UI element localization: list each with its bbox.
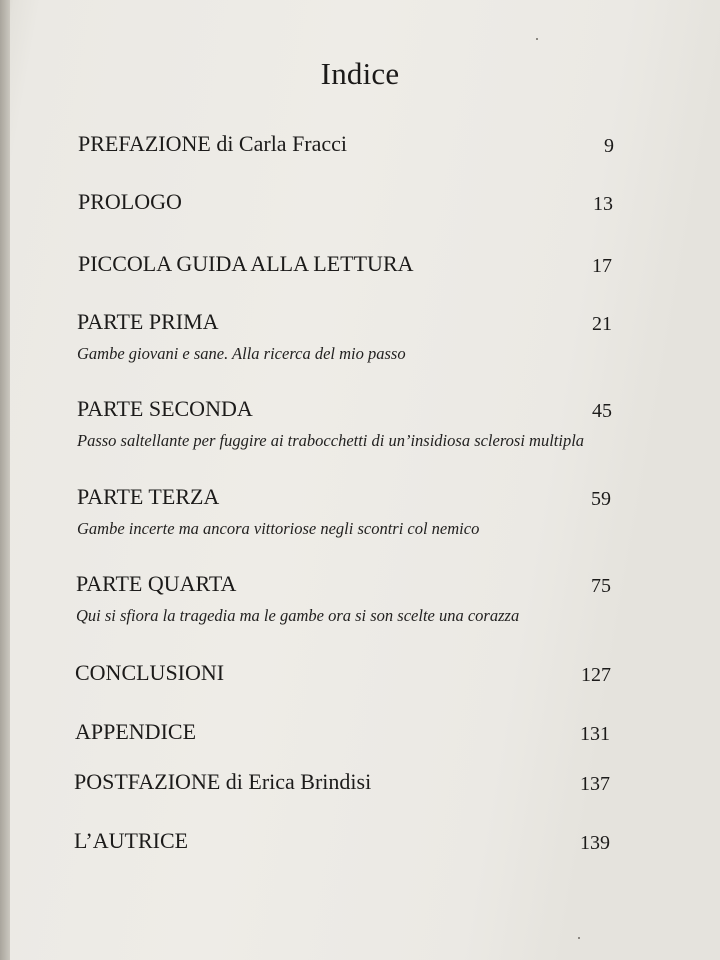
toc-entry-title: PARTE QUARTA xyxy=(76,571,237,596)
toc-entry-title: POSTFAZIONE di Erica Brindisi xyxy=(74,769,372,794)
toc-entry-page: 139 xyxy=(580,832,610,854)
toc-entry-title: PARTE SECONDA xyxy=(77,396,253,421)
toc-entry xyxy=(0,189,720,229)
toc-entry-title: PROLOGO xyxy=(78,189,182,214)
toc-entry-subtitle: Gambe giovani e sane. Alla ricerca del mio passo xyxy=(77,344,406,363)
toc-entry-page: 127 xyxy=(581,664,611,686)
toc-entry xyxy=(0,660,720,700)
toc-entry xyxy=(0,828,720,868)
toc-entry xyxy=(0,309,720,363)
paper-speck xyxy=(578,937,580,939)
toc-entry-page: 131 xyxy=(580,723,610,745)
toc-entry-page: 59 xyxy=(591,488,611,510)
toc-entry-page: 9 xyxy=(604,135,614,157)
toc-entry xyxy=(0,719,720,759)
toc-entry-subtitle: Qui si sfiora la tragedia ma le gambe ora si son scelte una corazza xyxy=(76,606,520,625)
toc-entry-title: PARTE TERZA xyxy=(77,484,220,509)
paper-speck xyxy=(536,38,538,40)
toc-entry xyxy=(0,131,720,171)
toc-entry xyxy=(0,484,720,538)
toc-entry xyxy=(0,251,720,291)
toc-entry xyxy=(0,396,720,450)
toc-entry-page: 45 xyxy=(592,400,612,422)
toc-entry-page: 21 xyxy=(592,313,612,335)
toc-entry-page: 75 xyxy=(591,575,611,597)
toc-entry-title: PICCOLA GUIDA ALLA LETTURA xyxy=(78,251,414,276)
toc-entry-page: 13 xyxy=(593,193,613,215)
toc-entry-title: PARTE PRIMA xyxy=(77,309,219,334)
toc-entry-subtitle: Gambe incerte ma ancora vittoriose negli scontri col nemico xyxy=(77,519,480,538)
toc-entry-page: 137 xyxy=(580,773,610,795)
toc-entry-title: PREFAZIONE di Carla Fracci xyxy=(78,131,348,156)
toc-entry-page: 17 xyxy=(592,255,612,277)
toc-entry-subtitle: Passo saltellante per fuggire ai trabocchetti di un’insidiosa sclerosi multipla xyxy=(77,431,585,450)
toc-entry-title: L’AUTRICE xyxy=(74,828,189,853)
toc-entry xyxy=(0,571,720,625)
toc-entry-title: CONCLUSIONI xyxy=(75,660,225,685)
toc-entry-title: APPENDICE xyxy=(75,719,197,744)
page-title: Indice xyxy=(320,56,400,91)
toc-entry xyxy=(0,769,720,809)
